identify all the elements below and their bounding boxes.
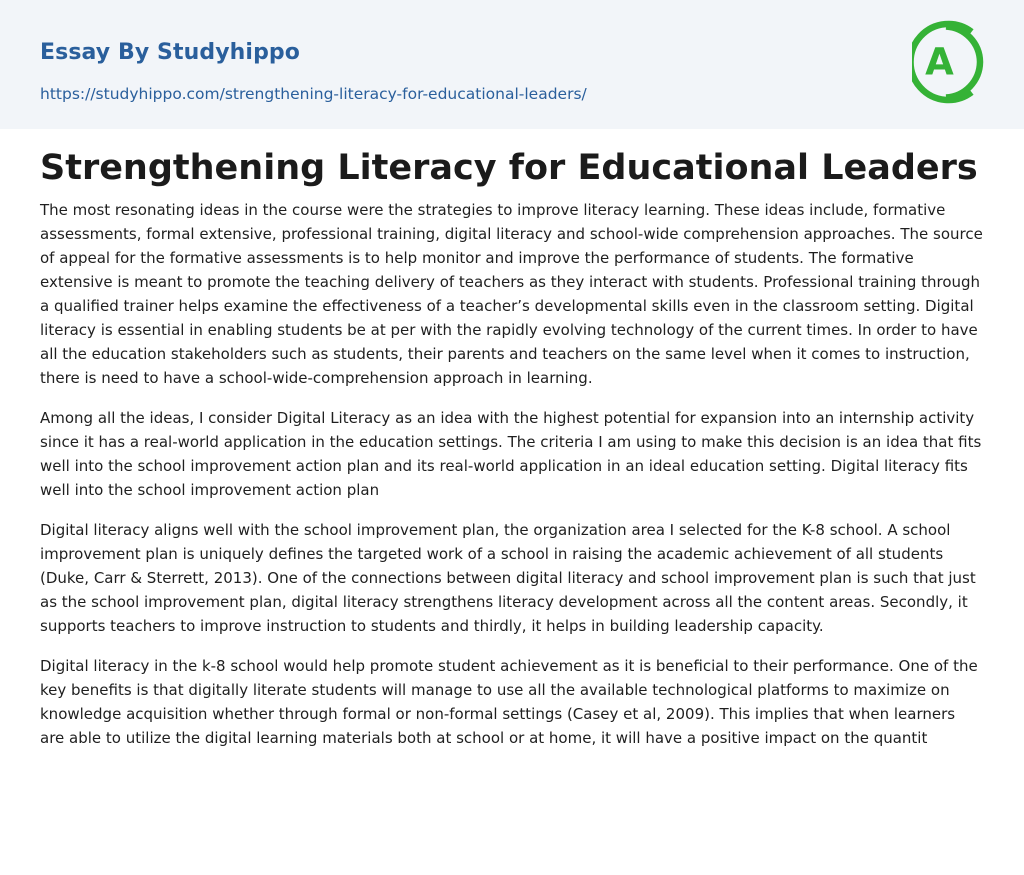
essay-paragraph: Among all the ideas, I consider Digital Literacy as an idea with the highest potential for expansion into an internship activity since it has a real-world application in the education settings. The criteria I am using to make this decision is an idea that fits well into the school improvement action plan and its real-world application in an ideal education setting. Digital literacy fits well into the school improvement action plan bbox=[40, 409, 982, 499]
source-url-link[interactable]: https://studyhippo.com/strengthening-literacy-for-educational-leaders/ bbox=[40, 85, 587, 103]
essay-title: Strengthening Literacy for Educational Leaders bbox=[40, 148, 978, 188]
essay-paragraph: Digital literacy in the k-8 school would help promote student achievement as it is beneficial to their performance. One of the key benefits is that digitally literate students will manage to use all the available technological platforms to maximize on knowledge acquisition whether through formal or non-formal settings (Casey et al, 2009). This implies that when learners are able to utilize the digital learning materials both at school or at home, it will have a positive impact on the quantit bbox=[40, 657, 978, 747]
essay-paragraph: Digital literacy aligns well with the school improvement plan, the organization area I selected for the K-8 school. A school improvement plan is uniquely defines the targeted work of a school in raising the academic achievement of all students (Duke, Carr & Sterrett, 2013). One of the connections between digital literacy and school improvement plan is such that just as the school improvement plan, digital literacy strengthens literacy development across all the content areas. Secondly, it supports teachers to improve instruction to students and thirdly, it helps in building leadership capacity. bbox=[40, 521, 976, 635]
brand-title: Essay By Studyhippo bbox=[40, 40, 300, 65]
essay-paragraph: The most resonating ideas in the course were the strategies to improve literacy learning. These ideas include, formative assessments, formal extensive, professional training, digital literacy and school-wide comprehension approaches. The source of appeal for the formative assessments is to help monitor and improve the performance of students. The formative extensive is meant to promote the teaching delivery of teachers as they interact with students. Professional training through a qualified trainer helps examine the effectiveness of a teacher’s developmental skills even in the classroom setting. Digital literacy is essential in enabling students be at per with the rapidly evolving technology of the current times. In order to have all the education stakeholders such as students, their parents and teachers on the same level when it comes to instruction, there is need to have a school-wide-comprehension approach in learning. bbox=[40, 201, 983, 387]
logo-letter: A bbox=[925, 40, 954, 84]
essay-content bbox=[40, 146, 984, 766]
studyhippo-logo-icon[interactable] bbox=[912, 19, 986, 105]
site-header bbox=[0, 0, 1024, 129]
